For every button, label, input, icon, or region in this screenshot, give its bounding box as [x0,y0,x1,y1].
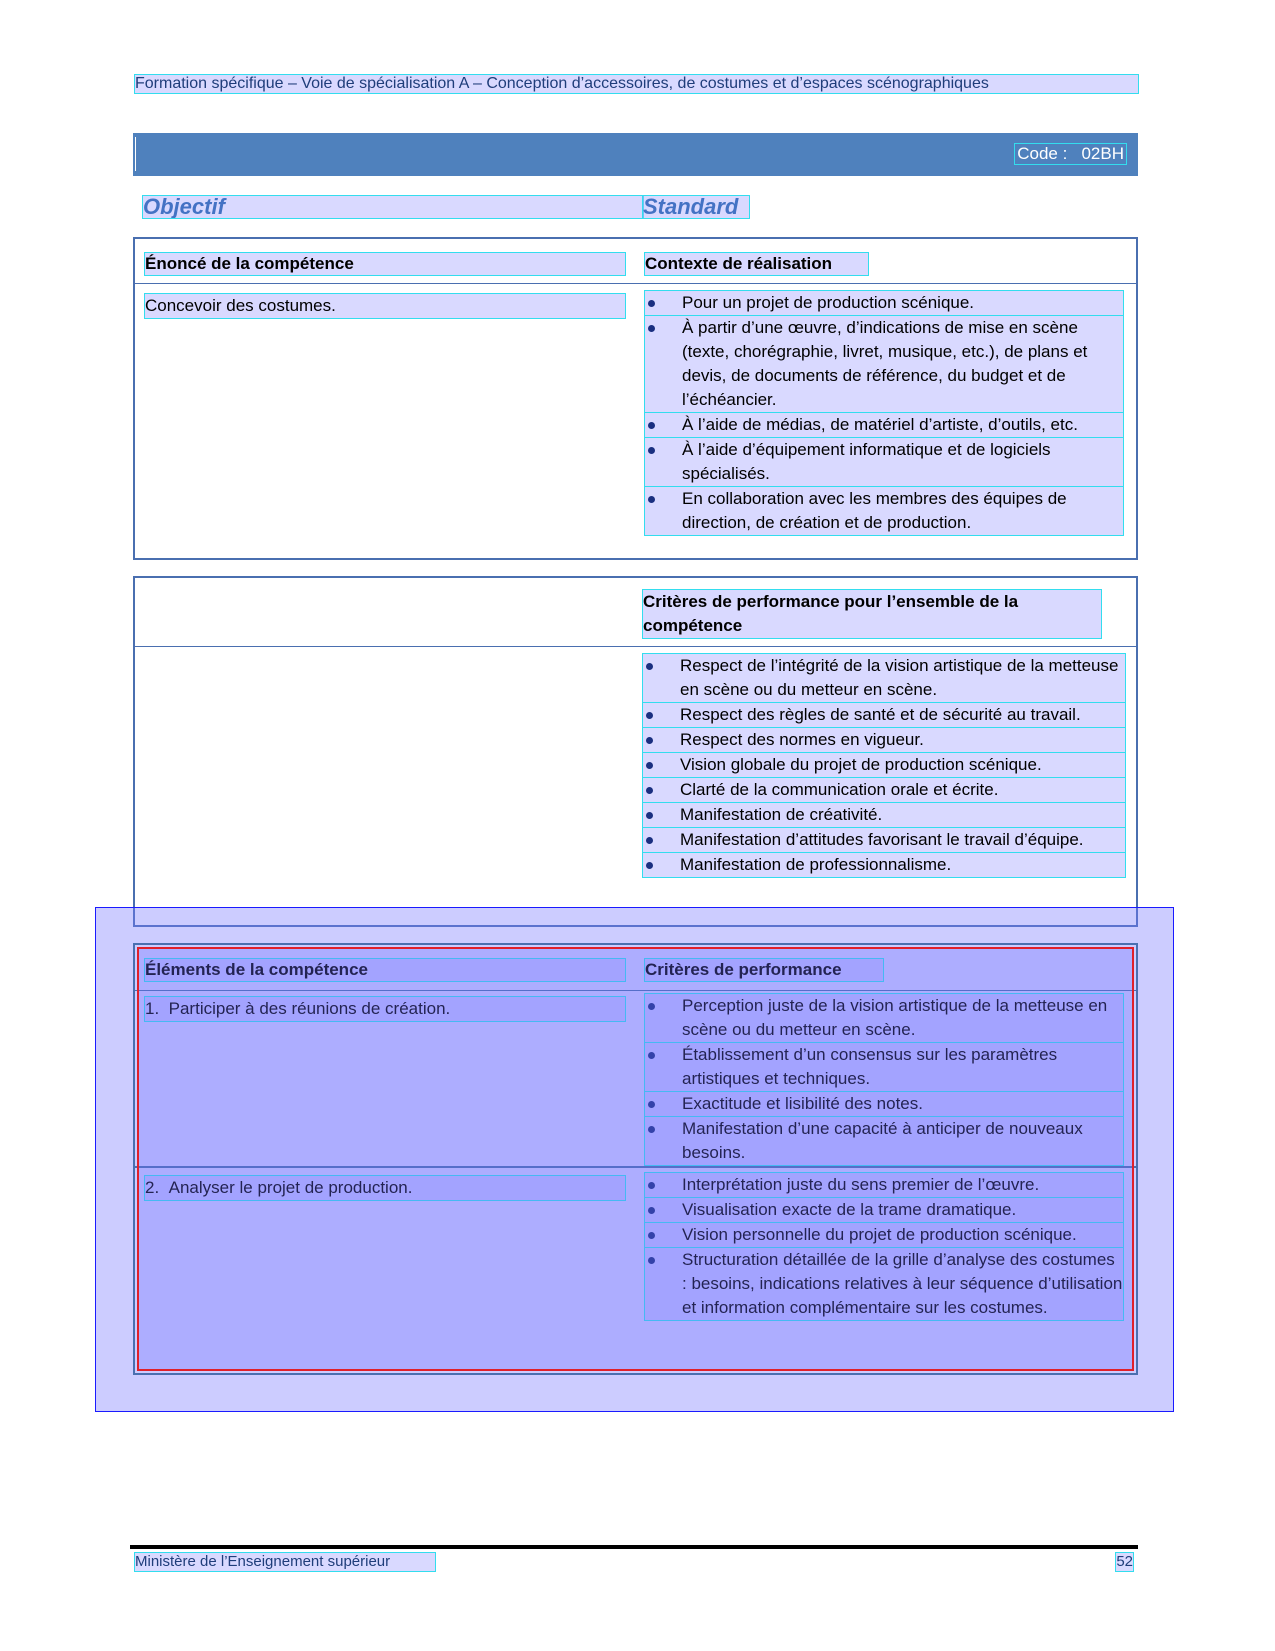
list-item: Manifestation d’une capacité à anticiper de nouveaux besoins. [645,1117,1123,1165]
criteres-heading: Critères de performance [645,959,883,981]
bullet-icon [646,812,653,819]
page-number: 52 [1116,1553,1133,1570]
list-item: À l’aide d’équipement informatique et de logiciels spécialisés. [645,438,1123,486]
list-item: Exactitude et lisibilité des notes. [645,1092,1123,1116]
list-item: Structuration détaillée de la grille d’analyse des costumes : besoins, indications relatives à leur séquence d’utilisation et information complémentaire sur les costumes. [645,1248,1123,1320]
enonce-text: Concevoir des costumes. [145,294,625,318]
element-number: 2. [145,1178,160,1197]
code-bar-marker [135,137,136,171]
bullet-icon [648,447,655,454]
list-item: Perception juste de la vision artistique de la metteuse en scène ou du metteur en scène. [645,994,1123,1042]
bullet-icon [646,837,653,844]
bullet-icon [648,325,655,332]
list-item: Clarté de la communication orale et écrite. [643,778,1125,802]
ensemble-table [133,576,1138,927]
bullet-icon [648,422,655,429]
code-bar [133,133,1138,176]
footer-ministry: Ministère de l’Enseignement supérieur [135,1553,435,1571]
element-number: 1. [145,999,160,1018]
list-item: Manifestation d’attitudes favorisant le travail d’équipe. [643,828,1125,852]
contexte-heading: Contexte de réalisation [645,253,868,275]
objectif-title: Objectif [143,196,643,218]
list-item: Respect des normes en vigueur. [643,728,1125,752]
element-text: Analyser le projet de production. [168,1178,413,1197]
highlight-box [137,947,1134,1371]
list-item: Pour un projet de production scénique. [645,291,1123,315]
bullet-icon [646,737,653,744]
bullet-icon [646,862,653,869]
bullet-icon [646,712,653,719]
ensemble-list [643,654,1125,878]
list-item: Vision personnelle du projet de production scénique. [645,1223,1123,1247]
bullet-icon [646,762,653,769]
competence-table-header [135,239,1136,284]
bullet-icon [646,787,653,794]
running-header: Formation spécifique – Voie de spécialisation A – Conception d’accessoires, de costumes et d’espaces scénographiques [135,75,1138,93]
bullet-icon [648,496,655,503]
list-item: Respect de l’intégrité de la vision artistique de la metteuse en scène ou du metteur en scène. [643,654,1125,702]
list-item: Manifestation de créativité. [643,803,1125,827]
contexte-list [645,291,1123,536]
list-item: À partir d’une œuvre, d’indications de mise en scène (texte, chorégraphie, livret, musique, etc.), de plans et devis, de documents de référence, du budget et de l’échéancier. [645,316,1123,412]
element-text: Participer à des réunions de création. [168,999,451,1018]
bullet-icon [648,300,655,307]
bullet-icon [646,663,653,670]
elements-heading: Éléments de la compétence [145,959,625,981]
list-item: Établissement d’un consensus sur les paramètres artistiques et techniques. [645,1043,1123,1091]
ensemble-table-header [135,578,1136,647]
list-item: Interprétation juste du sens premier de l’œuvre. [645,1173,1123,1197]
competency-code: Code : 02BH [1017,144,1124,163]
list-item: Vision globale du projet de production scénique. [643,753,1125,777]
list-item: En collaboration avec les membres des équipes de direction, de création et de production. [645,487,1123,535]
footer-rule [130,1545,1138,1549]
list-item: Manifestation de professionnalisme. [643,853,1125,877]
enonce-heading: Énoncé de la compétence [145,253,625,275]
competence-table [133,237,1138,560]
list-item: À l’aide de médias, de matériel d’artiste, d’outils, etc. [645,413,1123,437]
list-item: Visualisation exacte de la trame dramatique. [645,1198,1123,1222]
standard-title: Standard [643,196,749,218]
list-item: Respect des règles de santé et de sécurité au travail. [643,703,1125,727]
ensemble-heading: Critères de performance pour l’ensemble de la compétence [643,590,1101,638]
